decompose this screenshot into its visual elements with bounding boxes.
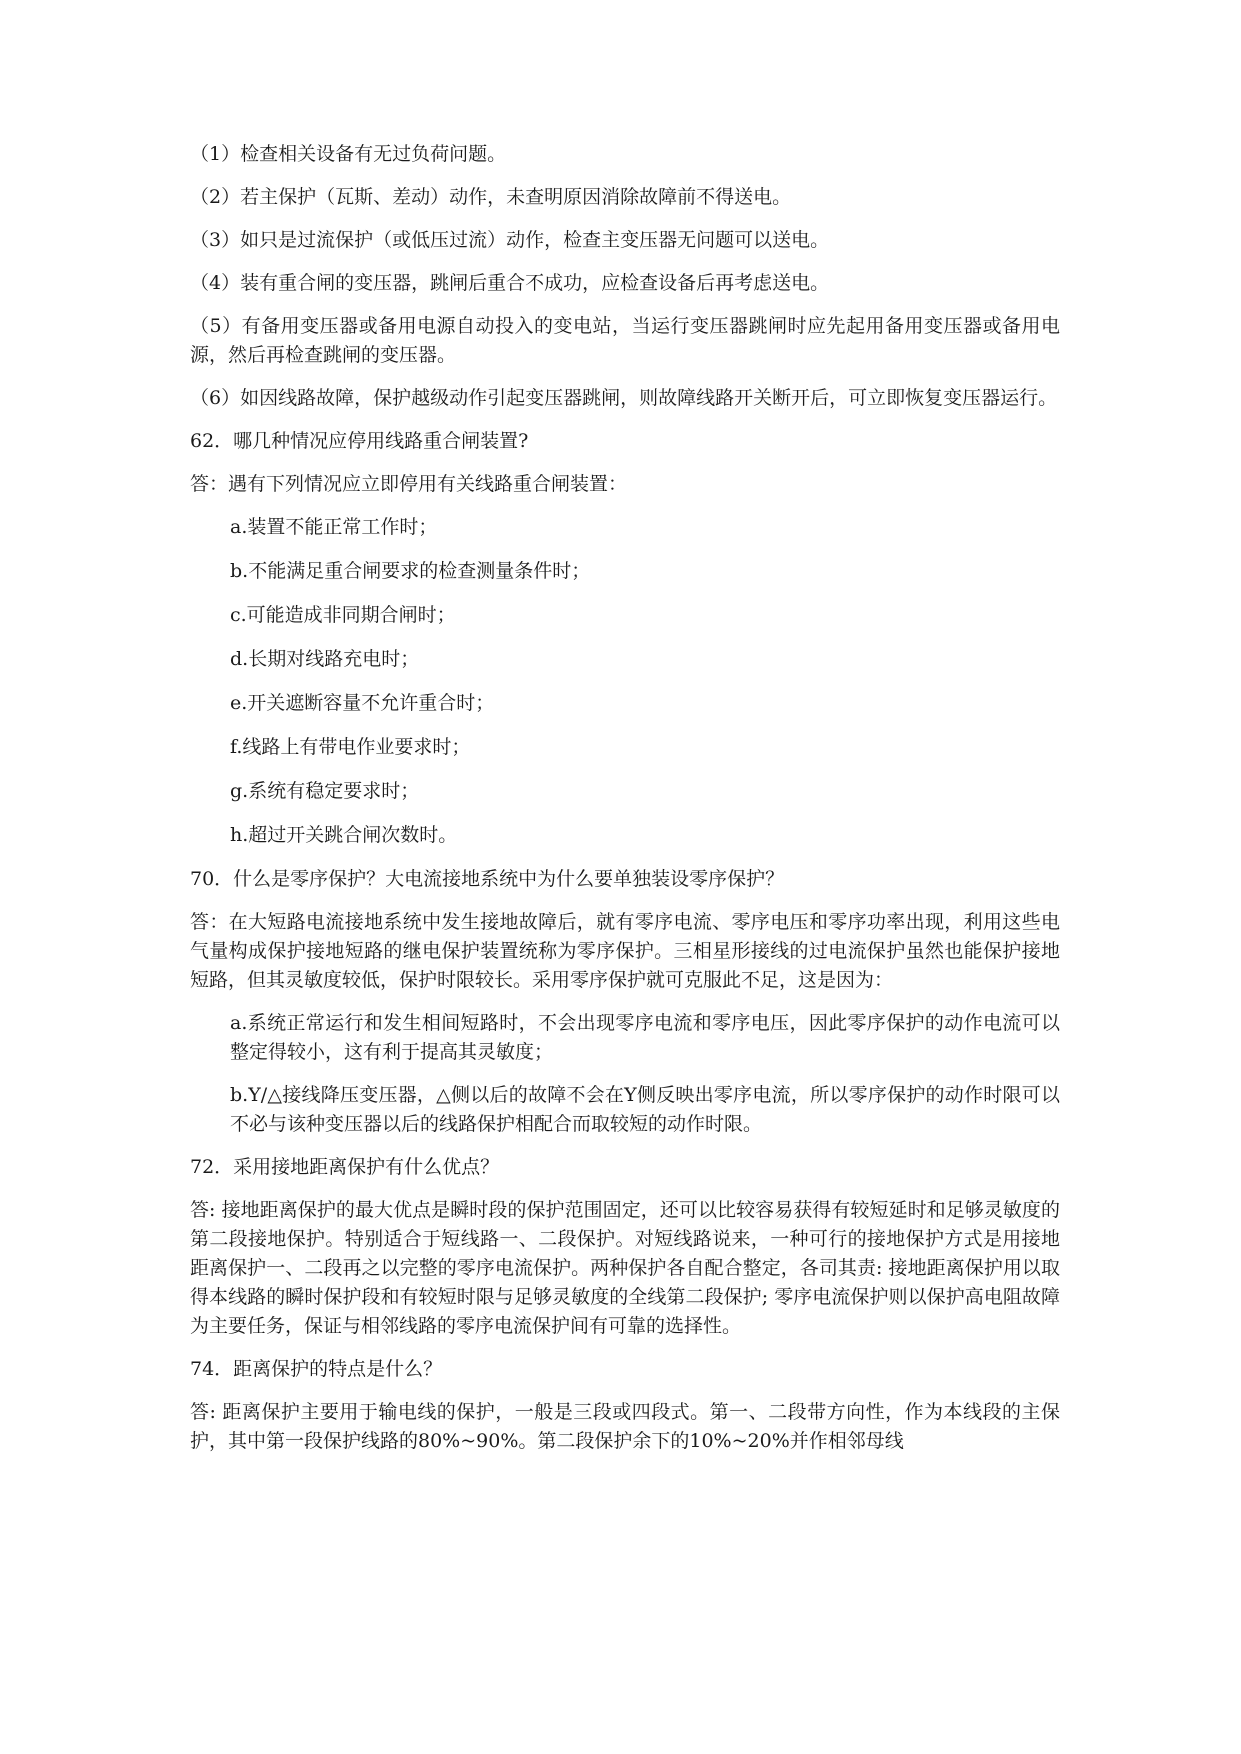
intro-item-6: （6）如因线路故障，保护越级动作引起变压器跳闸，则故障线路开关断开后，可立即恢复变压器运行。 [190,387,1058,409]
intro-item-3: （3）如只是过流保护（或低压过流）动作，检查主变压器无问题可以送电。 [190,229,830,251]
answer-62-item-h: h.超过开关跳合闸次数时。 [230,824,458,846]
question-74: 74．距离保护的特点是什么？ [190,1358,443,1380]
question-72: 72．采用接地距离保护有什么优点？ [190,1156,500,1178]
answer-70-item-a: a.系统正常运行和发生相间短路时，不会出现零序电流和零序电压，因此零序保护的动作电流可以整定得较小，这有利于提高其灵敏度； [230,1012,1060,1063]
answer-62-item-f: f.线路上有带电作业要求时； [230,736,471,758]
answer-70: 答：在大短路电流接地系统中发生接地故障后，就有零序电流、零序电压和零序功率出现，利用这些电气量构成保护接地短路的继电保护装置统称为零序保护。三相星形接线的过电流保护虽然也能保护接地短路，但其灵敏度较低，保护时限较长。采用零序保护就可克服此不足，这是因为： [190,911,1060,991]
answer-62: 答：遇有下列情况应立即停用有关线路重合闸装置： [190,473,628,495]
intro-item-5: （5）有备用变压器或备用电源自动投入的变电站，当运行变压器跳闸时应先起用备用变压器或备用电源，然后再检查跳闸的变压器。 [190,315,1060,366]
answer-62-item-b: b.不能满足重合闸要求的检查测量条件时； [230,560,591,582]
answer-72: 答: 接地距离保护的最大优点是瞬时段的保护范围固定，还可以比较容易获得有较短延时和足够灵敏度的第二段接地保护。特别适合于短线路一、二段保护。对短线路说来，一种可行的接地保护方式是用接地距离保护一、二段再之以完整的零序电流保护。两种保护各自配合整定，各司其责: 接地距离保护用以取得本线路的瞬时保护段和有较短时限与足够灵敏度的全线第二段保护; 零序电流保护则以保护高电阻故障为主要任务，保证与相邻线路的零序电流保护间有可靠的选择性。 [190,1199,1060,1337]
intro-item-1: （1）检查相关设备有无过负荷问题。 [190,143,507,165]
answer-70-item-b: b.Y/△接线降压变压器，△侧以后的故障不会在Y侧反映出零序电流，所以零序保护的动作时限可以不必与该种变压器以后的线路保护相配合而取较短的动作时限。 [230,1084,1060,1135]
answer-62-item-c: c.可能造成非同期合闸时； [230,604,456,626]
intro-item-4: （4）装有重合闸的变压器，跳闸后重合不成功，应检查设备后再考虑送电。 [190,272,830,294]
answer-62-item-e: e.开关遮断容量不允许重合时； [230,692,495,714]
answer-62-item-a: a.装置不能正常工作时； [230,516,438,538]
document-page [190,140,1060,1470]
answer-62-item-d: d.长期对线路充电时； [230,648,420,670]
question-70: 70．什么是零序保护？大电流接地系统中为什么要单独装设零序保护？ [190,868,785,890]
answer-62-item-g: g.系统有稳定要求时； [230,780,420,802]
intro-item-2: （2）若主保护（瓦斯、差动）动作，未查明原因消除故障前不得送电。 [190,186,792,208]
question-62: 62．哪几种情况应停用线路重合闸装置? [190,430,529,452]
answer-74: 答: 距离保护主要用于输电线的保护，一般是三段或四段式。第一、二段带方向性，作为本线段的主保护，其中第一段保护线路的80%~90%。第二段保护余下的10%~20%并作相邻母线 [190,1401,1060,1452]
